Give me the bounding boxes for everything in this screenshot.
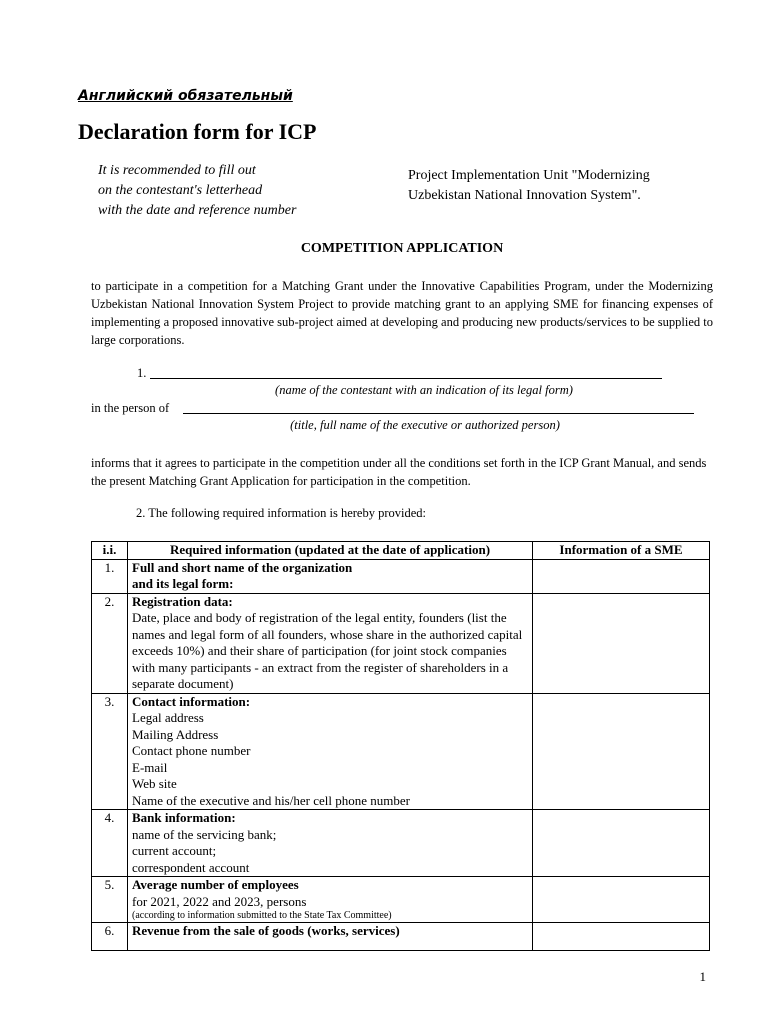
item2-intro: 2. The following required information is hereby provided: (136, 506, 426, 520)
table-row (92, 559, 710, 593)
header-sme-info: Information of a SME (533, 542, 710, 560)
required-information-table (91, 541, 710, 951)
person-prefix: in the person of (91, 401, 170, 415)
row-detail: Contact phone number (132, 743, 251, 758)
row-detail: Legal address (132, 710, 204, 725)
document-title: Declaration form for ICP (78, 119, 317, 144)
row-content (128, 693, 533, 810)
table-row (92, 923, 710, 951)
row-detail: name of the servicing bank; (132, 826, 277, 842)
row-detail: E-mail (132, 759, 168, 775)
row-title: Revenue from the sale of goods (works, services) (128, 923, 533, 951)
row-detail: for 2021, 2022 and 2023, persons (132, 893, 307, 909)
table-row (92, 810, 710, 877)
row-number: 1. (92, 559, 128, 593)
row-note: (according to information submitted to the State Tax Committee) (132, 910, 392, 921)
table-row (92, 877, 710, 923)
row-number: 6. (92, 923, 128, 951)
language-note: Английский обязательный (78, 88, 293, 104)
row-title: Full and short name of the organization and its legal form: (128, 559, 533, 593)
row-detail: current account; (132, 843, 217, 858)
row-title: Contact information: (132, 693, 251, 709)
letterhead-recommendation (98, 161, 296, 221)
row-detail: Date, place and body of registration of the legal entity, founders (list the names and legal form of all founders, whose share in the authorized capital exceeds 10%) and their share of participation (for joint stock companies with many participants - an extract from the register of shareholders in a separate document) (132, 610, 523, 691)
table-row (92, 593, 710, 693)
row-detail: Name of the executive and his/her cell phone number (132, 792, 410, 808)
row-detail: Web site (132, 776, 177, 791)
sme-info-cell[interactable] (533, 810, 710, 877)
item1-number: 1. (137, 366, 147, 380)
application-heading: COMPETITION APPLICATION (300, 241, 504, 256)
agreement-paragraph: informs that it agrees to participate in the competition under all the conditions set forth in the ICP Grant Manual, and sends the present Matching Grant Application for participation in the competition. (91, 456, 707, 488)
table-row (92, 693, 710, 810)
sme-info-cell[interactable] (533, 923, 710, 951)
addressee (408, 166, 650, 206)
row-number: 5. (92, 877, 128, 923)
executive-name-field[interactable] (183, 413, 694, 414)
recommendation-line: with the date and reference number (98, 203, 297, 218)
recommendation-line: on the contestant's letterhead (98, 183, 263, 198)
row-content (128, 810, 533, 877)
row-number: 3. (92, 693, 128, 810)
sme-info-cell[interactable] (533, 559, 710, 593)
row-content (128, 593, 533, 693)
table-header-row (92, 542, 710, 560)
contestant-name-field[interactable] (150, 378, 662, 379)
header-index: i.i. (92, 542, 128, 560)
page-number: 1 (699, 969, 706, 984)
sme-info-cell[interactable] (533, 593, 710, 693)
row-title: Registration data: (132, 593, 233, 609)
recommendation-line: It is recommended to fill out (98, 163, 256, 178)
row-number: 2. (92, 593, 128, 693)
sme-info-cell[interactable] (533, 877, 710, 923)
executive-name-caption: (title, full name of the executive or authorized person) (290, 418, 560, 432)
sme-info-cell[interactable] (533, 693, 710, 810)
row-title: Bank information: (132, 810, 236, 825)
row-detail: correspondent account (132, 859, 250, 875)
intro-paragraph: to participate in a competition for a Matching Grant under the Innovative Capabilities Program, under the Modernizing Uzbekistan National Innovation System Project to provide matching grant to an applying SME for financing expenses of implementing a proposed innovative sub-project aimed at developing and producing new products/services to be supplied to large corporations. (91, 279, 713, 347)
addressee-line: Project Implementation Unit "Modernizing (408, 168, 650, 183)
contestant-name-caption: (name of the contestant with an indication of its legal form) (275, 383, 573, 397)
header-required-info: Required information (updated at the date of application) (128, 542, 533, 560)
addressee-line: Uzbekistan National Innovation System". (408, 188, 641, 203)
row-detail: Mailing Address (132, 726, 219, 742)
row-title: Average number of employees (132, 877, 299, 892)
row-number: 4. (92, 810, 128, 877)
row-content (128, 877, 533, 923)
